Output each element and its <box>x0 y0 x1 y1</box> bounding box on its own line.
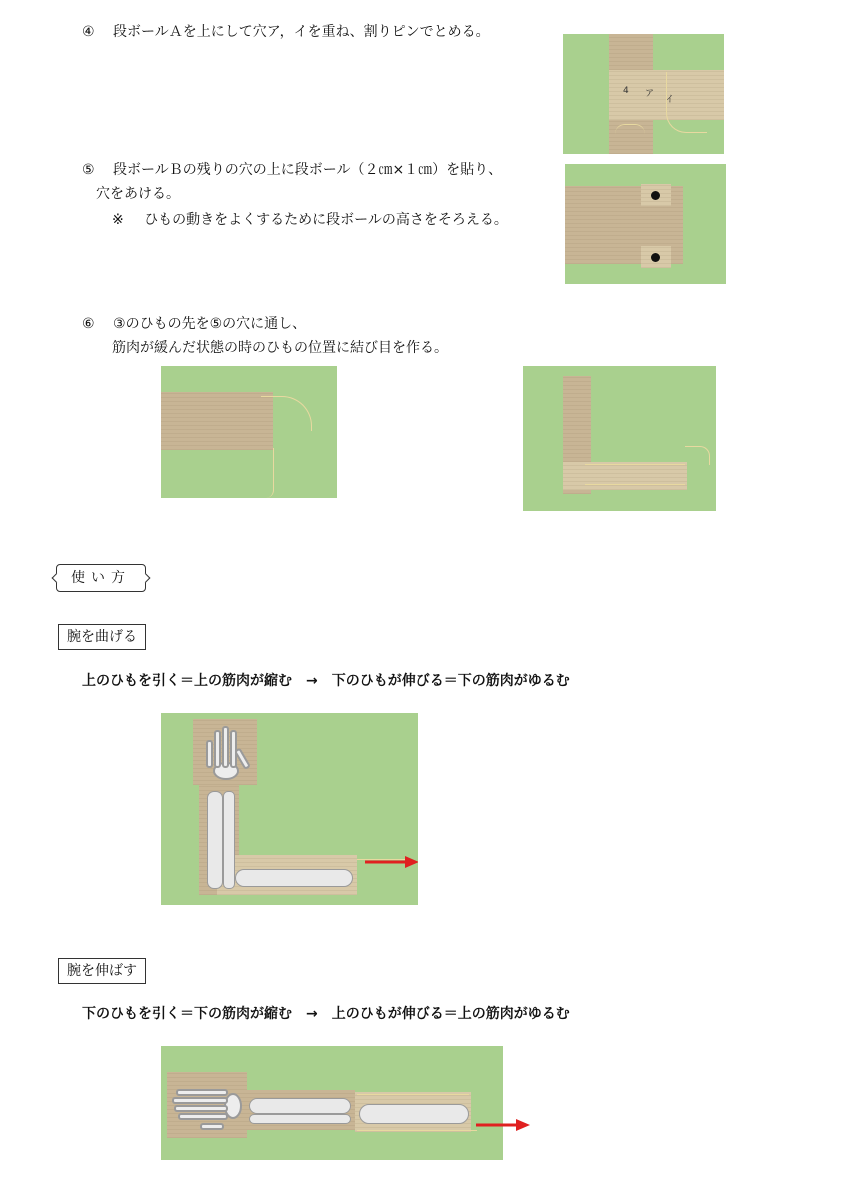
note-text: ひもの動きをよくするために段ボールの高さをそろえる。 <box>144 212 508 228</box>
pull-arrow-icon <box>476 1118 532 1132</box>
section-bend-desc: 上のひもを引く＝上の筋肉が縮む → 下のひもが伸びる＝下の筋肉がゆるむ <box>82 673 570 689</box>
spacer-bottom <box>641 246 671 268</box>
step-6-line2: 筋肉が緩んだ状態の時のひもの位置に結び目を作る。 <box>112 340 448 356</box>
step-6 <box>82 314 306 334</box>
string-end <box>685 446 710 465</box>
step-5-number: ⑤ <box>82 162 95 178</box>
extend-photo <box>161 1046 503 1160</box>
hole-icon <box>651 191 660 200</box>
step-4-photo <box>563 34 724 154</box>
step-4 <box>82 22 490 42</box>
string-lower <box>585 484 685 485</box>
upper-arm-bone <box>359 1104 469 1124</box>
step-6-number: ⑥ <box>82 316 95 332</box>
forearm-bone <box>249 1098 351 1114</box>
note-mark: ※ <box>112 212 124 228</box>
section-extend-desc: 下のひもを引く＝下の筋肉が縮む → 上のひもが伸びる＝上の筋肉がゆるむ <box>82 1006 570 1022</box>
section-extend-title: 腕を伸ばす <box>58 958 146 984</box>
hand-bones-icon <box>199 723 253 783</box>
step-5-note <box>112 210 508 230</box>
upper-arm-bone <box>235 869 353 887</box>
mark-a: ア <box>645 89 655 99</box>
string <box>357 1094 469 1095</box>
step-5-text: 段ボールＢの残りの穴の上に段ボール（２㎝×１㎝）を貼り、 <box>113 162 503 178</box>
forearm-bone <box>207 791 223 889</box>
step-5-photo <box>565 164 726 284</box>
string <box>666 72 707 133</box>
string <box>261 396 312 431</box>
mark-4: 4 <box>623 86 629 96</box>
pull-arrow-icon <box>365 855 418 869</box>
cardboard-b <box>563 462 687 490</box>
step-6-photo-left <box>161 366 337 498</box>
usage-heading: 使い方 <box>56 564 146 592</box>
step-4-number: ④ <box>82 24 95 40</box>
bend-photo <box>161 713 418 905</box>
step-4-text: 段ボールＡを上にして穴ア，イを重ね、割りピンでとめる。 <box>113 24 490 40</box>
step-5 <box>82 160 502 180</box>
step-6-photo-right <box>523 366 716 511</box>
forearm-bone-2 <box>223 791 235 889</box>
mark-b: イ <box>665 95 675 105</box>
step-6-text: ③のひもの先を⑤の穴に通し、 <box>113 316 307 332</box>
hand-bones-icon <box>171 1078 243 1134</box>
string-lower <box>357 1130 477 1131</box>
hole-icon <box>651 253 660 262</box>
string <box>585 464 685 465</box>
string-lower <box>615 124 645 154</box>
cardboard-b <box>161 392 273 450</box>
string-lower <box>261 448 274 498</box>
spacer-top <box>641 184 671 206</box>
step-5-line2: 穴をあける。 <box>96 186 180 202</box>
section-bend-title: 腕を曲げる <box>58 624 146 650</box>
forearm-bone-2 <box>249 1114 351 1124</box>
